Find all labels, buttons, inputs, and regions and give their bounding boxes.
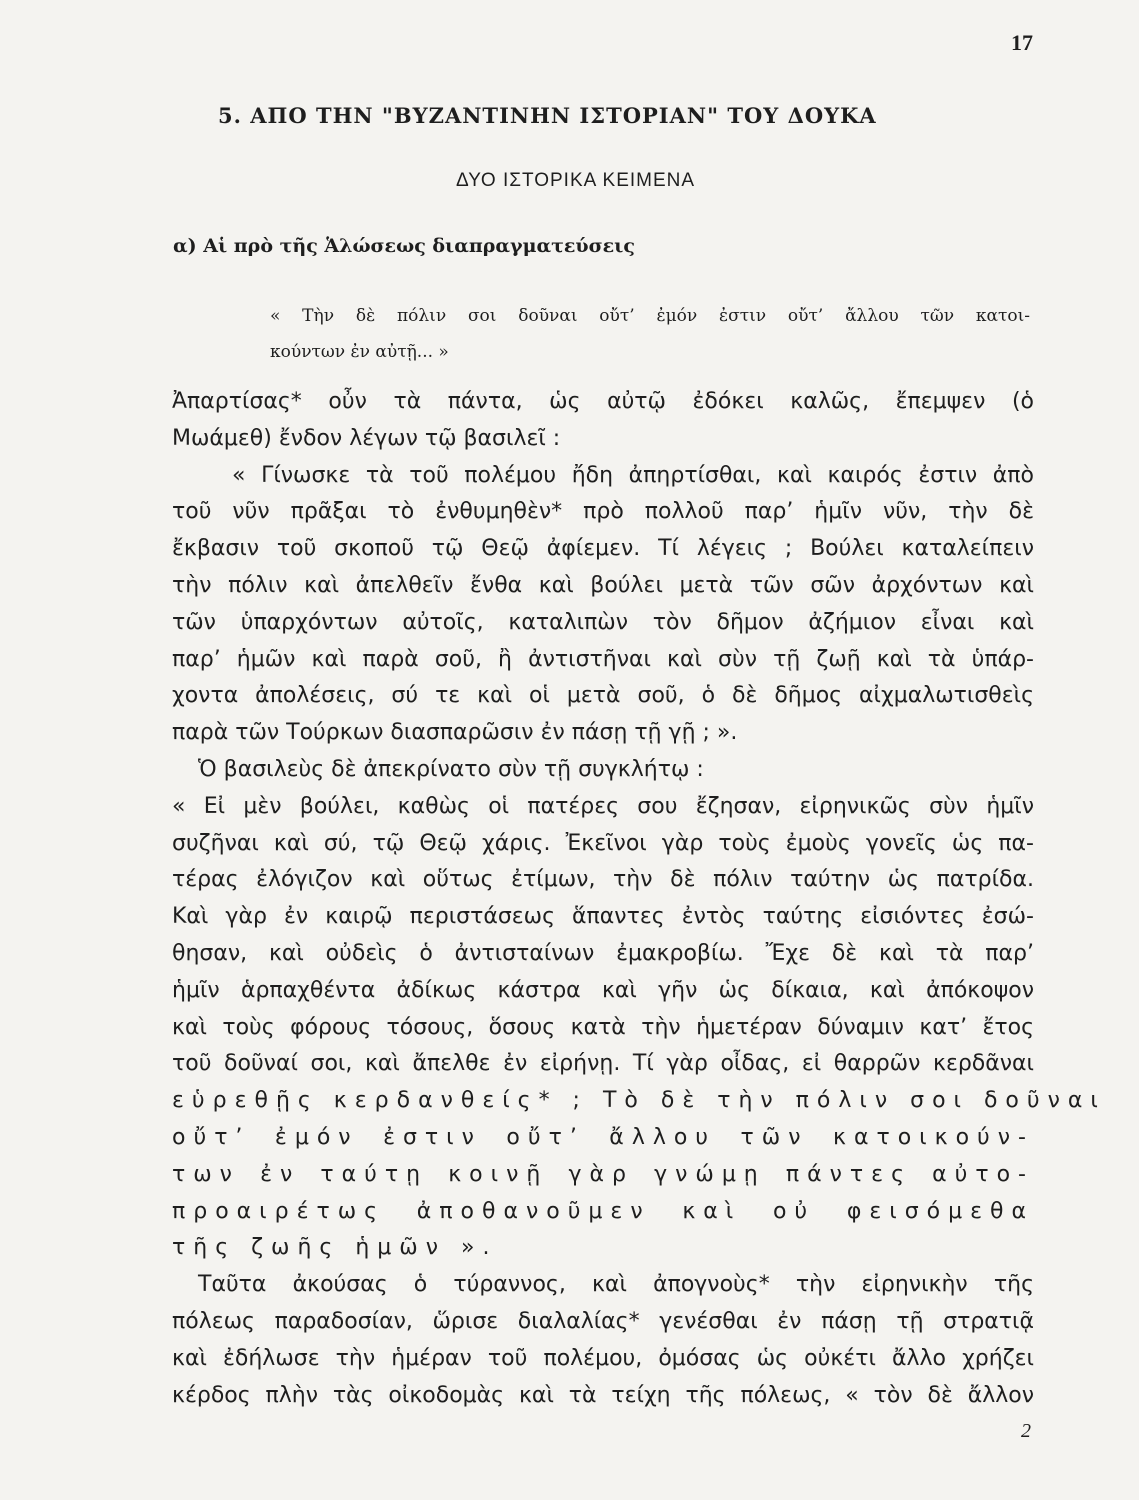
text-line: τέρας ἐλόγιζον καὶ οὕτως ἐτίμων, τὴν δὲ πόλιν ταύτην ὡς πατρίδα. — [172, 867, 1034, 893]
text-line: καὶ ἐδήλωσε τὴν ἡμέραν τοῦ πολέμου, ὀμόσας ὡς οὐκέτι ἄλλο χρήζει — [172, 1345, 1034, 1371]
text-line: παρ’ ἡμῶν καὶ παρὰ σοῦ, ἢ ἀντιστῆναι καὶ σὺν τῇ ζωῇ καὶ τὰ ὑπάρ- — [172, 646, 1034, 672]
section-title: α) Αἱ πρὸ τῆς Ἁλώσεως διαπραγματεύσεις — [173, 235, 635, 257]
text-line: Ταῦτα ἀκούσας ὁ τύραννος, καὶ ἀπογνοὺς* τὴν εἰρηνικὴν τῆς — [198, 1272, 1034, 1298]
subtitle: ΔΥΟ ΙΣΤΟΡΙΚΑ ΚΕΙΜΕΝΑ — [456, 170, 696, 191]
text-line: Καὶ γὰρ ἐν καιρῷ περιστάσεως ἅπαντες ἐντὸς ταύτης εἰσιόντες ἐσώ- — [172, 904, 1034, 930]
text-line: παρὰ τῶν Τούρκων διασπαρῶσιν ἐν πάσῃ τῇ γῇ ; ». — [172, 720, 738, 746]
text-line: Ἀπαρτίσας* οὖν τὰ πάντα, ὡς αὐτῷ ἐδόκει καλῶς, ἔπεμψεν (ὁ — [172, 389, 1034, 414]
text-line: « Εἰ μὲν βούλει, καθὼς οἱ πατέρες σου ἔζησαν, εἰρηνικῶς σὺν ἡμῖν — [172, 793, 1034, 819]
page-number: 17 — [1011, 30, 1033, 55]
text-line: τὴν πόλιν καὶ ἀπελθεῖν ἔνθα καὶ βούλει μετὰ τῶν σῶν ἀρχόντων καὶ — [172, 572, 1034, 598]
epigraph-line: « Τὴν δὲ πόλιν σοι δοῦναι οὔτ’ ἐμόν ἐστιν οὔτ’ ἄλλου τῶν κατοι- — [270, 306, 1030, 326]
text-line: κέρδος πλὴν τὰς οἰκοδομὰς καὶ τὰ τείχη τῆς πόλεως, « τὸν δὲ ἄλλον — [172, 1382, 1034, 1408]
text-line: ἡμῖν ἁρπαχθέντα ἀδίκως κάστρα καὶ γῆν ὡς δίκαια, καὶ ἀπόκοψον — [172, 977, 1034, 1003]
footer-signature-number: 2 — [1021, 1420, 1031, 1442]
epigraph-line: κούντων ἐν αὐτῇ... » — [270, 342, 449, 362]
text-line: Ὁ βασιλεὺς δὲ ἀπεκρίνατο σὺν τῇ συγκλήτῳ : — [198, 756, 704, 782]
body-text — [172, 384, 1106, 1414]
text-line: προαιρέτως ἀποθανοῦμεν καὶ οὐ φεισόμεθα — [172, 1198, 1034, 1224]
text-line: τῆς ζωῆς ἡμῶν ». — [172, 1235, 498, 1261]
text-line: εὑρεθῇς κερδανθείς* ; Τὸ δὲ τὴν πόλιν σοι δοῦναι — [172, 1088, 1106, 1114]
text-line: των ἐν ταύτῃ κοινῇ γὰρ γνώμῃ πάντες αὐτο- — [172, 1161, 1034, 1187]
text-line: Μωάμεθ) ἔνδον λέγων τῷ βασιλεῖ : — [172, 425, 561, 451]
text-line: ἔκβασιν τοῦ σκοποῦ τῷ Θεῷ ἀφίεμεν. Τί λέγεις ; Βούλει καταλείπειν — [172, 536, 1034, 562]
text-line: τοῦ δοῦναί σοι, καὶ ἄπελθε ἐν εἰρήνῃ. Τί γὰρ οἶδας, εἰ θαρρῶν κερδᾶναι — [172, 1051, 1034, 1077]
text-line: συζῆναι καὶ σύ, τῷ Θεῷ χάρις. Ἐκεῖνοι γὰρ τοὺς ἐμοὺς γονεῖς ὡς πα- — [172, 830, 1034, 856]
text-line: οὔτ’ ἐμόν ἐστιν οὔτ’ ἄλλου τῶν κατοικούν- — [172, 1124, 1034, 1150]
epigraph-quote — [270, 298, 1030, 370]
text-line: πόλεως παραδοσίαν, ὥρισε διαλαλίας* γενέσθαι ἐν πάσῃ τῇ στρατιᾷ — [172, 1308, 1034, 1334]
text-line: « Γίνωσκε τὰ τοῦ πολέμου ἤδη ἀπηρτίσθαι, καὶ καιρός ἐστιν ἀπὸ — [232, 462, 1034, 488]
chapter-title: 5. ΑΠΟ ΤΗΝ "ΒΥΖΑΝΤΙΝΗΝ ΙΣΤΟΡΙΑΝ" ΤΟΥ ΔΟΥΚΑ — [218, 103, 877, 128]
text-line: καὶ τοὺς φόρους τόσους, ὅσους κατὰ τὴν ἡμετέραν δύναμιν κατ’ ἔτος — [172, 1014, 1034, 1040]
text-line: θησαν, καὶ οὐδεὶς ὁ ἀντισταίνων ἐμακροβίω. Ἔχε δὲ καὶ τὰ παρ’ — [172, 940, 1034, 966]
text-line: χοντα ἀπολέσεις, σύ τε καὶ οἱ μετὰ σοῦ, ὁ δὲ δῆμος αἰχμαλωτισθεὶς — [172, 683, 1034, 709]
text-line: τῶν ὑπαρχόντων αὐτοῖς, καταλιπὼν τὸν δῆμον ἀζήμιον εἶναι καὶ — [172, 609, 1034, 635]
text-line: τοῦ νῦν πρᾶξαι τὸ ἐνθυμηθὲν* πρὸ πολλοῦ παρ’ ἡμῖν νῦν, τὴν δὲ — [172, 499, 1034, 525]
